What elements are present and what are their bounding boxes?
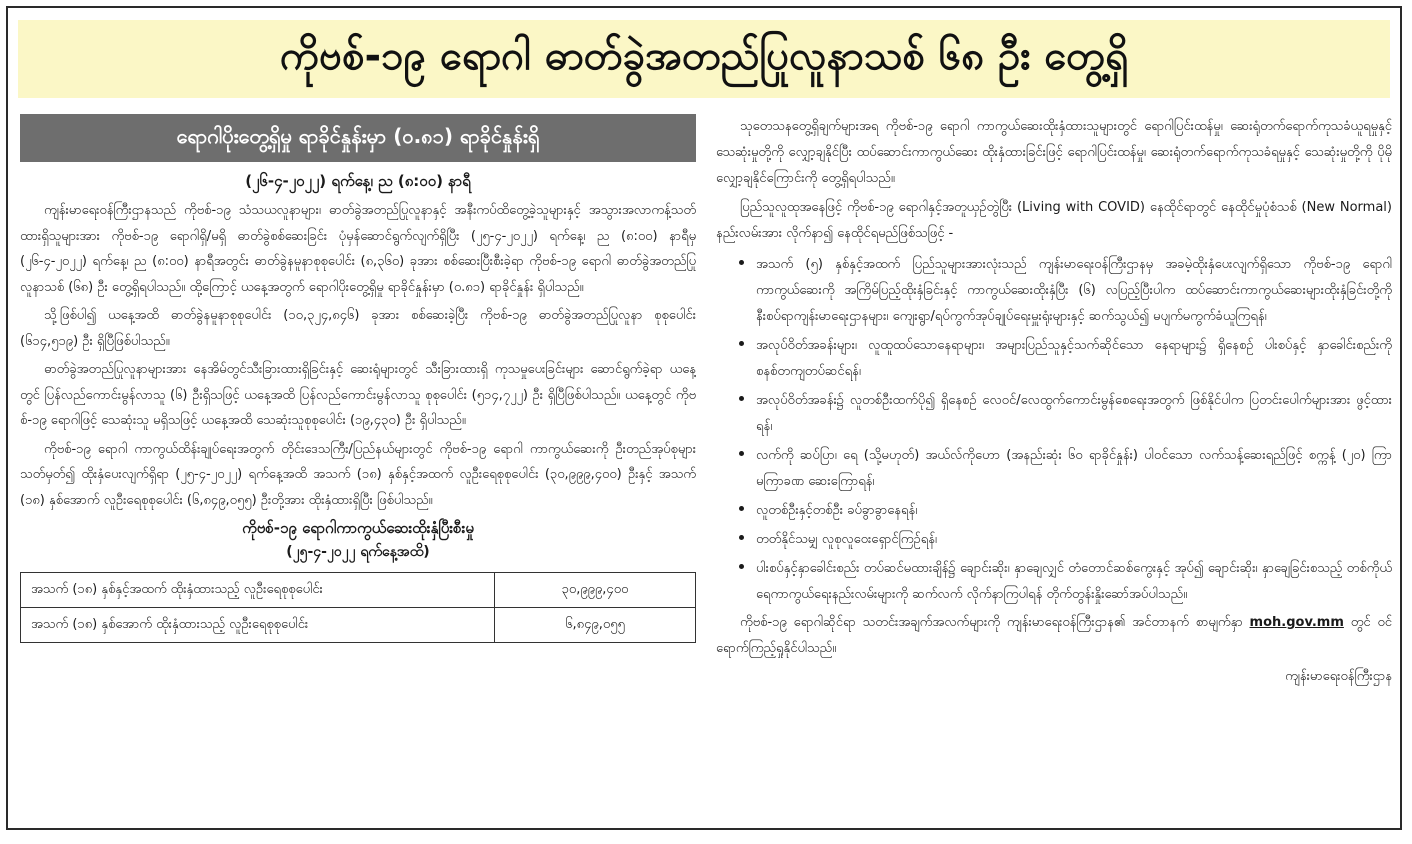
paragraph-closing [716,610,1392,662]
paragraph-testing: ကျန်းမာရေးဝန်ကြီးဌာနသည် ကိုဗစ်-၁၉ သံသယလူနာများ၊ ဓာတ်ခွဲအတည်ပြုလူနာနှင့် အနီးကပ်ထိတွေ့ခဲ့သူများနှင့် အသွားအလာကန့်သတ်ထားရှိသူများအား ကိုဗစ်-၁၉ ရောဂါရှိ/မရှိ ဓာတ်ခွဲစစ်ဆေးခြင်း ပုံမှန်ဆောင်ရွက်လျက်ရှိပြီး (၂၅-၄-၂၀၂၂) ရက်နေ့၊ ည (၈:၀၀) နာရီမှ (၂၆-၄-၂၀၂၂) ရက်နေ့၊ ည (၈:၀၀) နာရီအတွင်း ဓာတ်ခွဲနမူနာစုစုပေါင်း (၈,၃၆၀) ခုအား စစ်ဆေးပြီးစီးခဲ့ရာ ကိုဗစ်-၁၉ ရောဂါ ဓာတ်ခွဲအတည်ပြုလူနာသစ် (၆၈) ဦး တွေ့ရှိရပါသည်။ ထို့ကြောင့် ယနေ့အတွက် ရောဂါပိုးတွေ့ရှိမှု ရာခိုင်နှုန်းမှာ (၀.၈၁) ရာခိုင်နှုန်း ရှိပါသည်။ [20,203,696,295]
right-column [716,114,1392,814]
guidelines-list [716,250,1392,608]
vax-label-adults: အသက် (၁၈) နှစ်နှင့်အထက် ထိုးနှံထားသည့် လူဦးရေစုစုပေါင်း [21,573,495,608]
list-item: • လက်ကို ဆပ်ပြာ၊ ရေ (သို့မဟုတ်) အယ်လ်ကိုဟော (အနည်းဆုံး ၆၀ ရာခိုင်နှုန်း) ပါဝင်သော လက်သန့်ဆေးရည်ဖြင့် စက္ကန့် (၂၀) ကြာ မကြာခဏ ဆေးကြောရန်၊ [756,441,1392,495]
closing-text: ကိုဗစ်-၁၉ ရောဂါဆိုင်ရာ သတင်းအချက်အလက်များကို ကျန်းမာရေးဝန်ကြီးဌာန၏ အင်တာနက် စာမျက်နှာ [740,615,1250,630]
vaccination-title: ကိုဗစ်-၁၉ ရောဂါကာကွယ်ဆေးထိုးနှံပြီးစီးမှု [242,519,474,537]
vaccination-subtitle: (၂၅-၄-၂၀၂၂ ရက်နေ့အထိ) [286,544,430,560]
left-column [20,114,696,814]
vax-label-minors: အသက် (၁၈) နှစ်အောက် ထိုးနှံထားသည့် လူဦးရေစုစုပေါင်း [21,608,495,643]
signoff: ကျန်းမာရေးဝန်ကြီးဌာန [1285,669,1392,684]
dateline: (၂၆-၄-၂၀၂၂) ရက်နေ့၊ ည (၈:၀၀) နာရီ [245,172,471,190]
table-row [21,608,696,643]
paragraph-totals: သို့ဖြစ်ပါ၍ ယနေ့အထိ ဓာတ်ခွဲနမူနာစုစုပေါင်း (၁၀,၃၂၄,၈၄၆) ခုအား စစ်ဆေးခဲ့ပြီး ကိုဗစ်-၁၉ ဓာတ်ခွဲအတည်ပြုလူနာ စုစုပေါင်း (၆၁၄,၅၁၉) ဦး ရှိပြီဖြစ်ပါသည်။ [20,308,696,349]
paragraph-research: သုတေသနတွေ့ရှိချက်များအရ ကိုဗစ်-၁၉ ရောဂါ ကာကွယ်ဆေးထိုးနှံထားသူများတွင် ရောဂါပြင်းထန်မှု၊ ဆေးရုံတက်ရောက်ကုသခံယူရမှုနှင့် သေဆုံးမှုတို့ကို လျှော့ချနိုင်ပြီး ထပ်ဆောင်းကာကွယ်ဆေး ထိုးနှံထားခြင်းဖြင့် ရောဂါပြင်းထန်မှု၊ ဆေးရုံတက်ရောက်ကုသခံရမှုနှင့် သေဆုံးမှုတို့ကို ပိုမိုလျှော့ချနိုင်ကြောင်းကို တွေ့ရှိရပါသည်။ [716,119,1392,186]
table-row [21,573,696,608]
headline: ကိုဗစ်-၁၉ ရောဂါ ဓာတ်ခွဲအတည်ပြုလူနာသစ် ၆၈ ဦး တွေ့ရှိ [18,20,1390,98]
list-item: • အသက် (၅) နှစ်နှင့်အထက် ပြည်သူများအားလုံးသည် ကျန်းမာရေးဝန်ကြီးဌာနမှ အခမဲ့ထိုးနှံပေးလျက်ရှိသော ကိုဗစ်-၁၉ ရောဂါ ကာကွယ်ဆေးကို အကြိမ်ပြည့်ထိုးနှံခြင်းနှင့် ကာကွယ်ဆေးထိုးနှံပြီး (၆) လပြည့်ပြီးပါက ထပ်ဆောင်းကာကွယ်ဆေးများထိုးနှံခြင်းတို့ကို နီးစပ်ရာကျန်းမာရေးဌာနများ၊ ကျေးရွာ/ရပ်ကွက်အုပ်ချုပ်ရေးမှူးရုံးများနှင့် ဆက်သွယ်၍ မပျက်မကွက်ခံယူကြရန်၊ [756,250,1392,330]
vaccination-table [20,572,696,643]
vax-value-adults: ၃၀,၉၉၉,၄၀၀ [495,573,696,608]
list-item: • တတ်နိုင်သမျှ လူစုလူဝေးရှောင်ကြဉ်ရန်၊ [756,525,1392,553]
list-item: • လူတစ်ဦးနှင့်တစ်ဦး ခပ်ခွာခွာနေရန်၊ [756,496,1392,524]
paragraph-recovery: ဓာတ်ခွဲအတည်ပြုလူနာများအား နေအိမ်တွင်သီးခြားထားရှိခြင်းနှင့် ဆေးရုံများတွင် သီးခြားထားရှိ ကုသမှုပေးခြင်းများ ဆောင်ရွက်ခဲ့ရာ ယနေ့တွင် ပြန်လည်ကောင်းမွန်လာသူ (၆) ဦးရှိသဖြင့် ယနေ့အထိ ပြန်လည်ကောင်းမွန်လာသူ စုစုပေါင်း (၅၁၄,၇၂၂) ဦး ရှိပြီဖြစ်ပါသည်။ ယနေ့တွင် ကိုဗစ်-၁၉ ရောဂါဖြင့် သေဆုံးသူ မရှိသဖြင့် ယနေ့အထိ သေဆုံးသူစုစုပေါင်း (၁၉,၄၃၀) ဦး ရှိပါသည်။ [20,362,696,428]
closing-text-end: တွင် ဝင်ရောက်ကြည့်ရှုနိုင်ပါသည်။ [716,615,1392,656]
positivity-subhead: ရောဂါပိုးတွေ့ရှိမှု ရာခိုင်နှုန်းမှာ (၀.၈၁) ရာခိုင်နှုန်းရှိ [20,114,696,162]
paragraph-new-normal: ပြည်သူလူထုအနေဖြင့် ကိုဗစ်-၁၉ ရောဂါနှင့်အတူယှဉ်တွဲပြီး (Living with COVID) နေထိုင်ရာတွင် နေထိုင်မှုပုံစံသစ် (New Normal) နည်းလမ်းအား လိုက်နာ၍ နေထိုင်ရမည်ဖြစ်သဖြင့် - [716,200,1392,241]
list-item: • အလုပ်ဝိတ်အခန်းများ၊ လူထူထပ်သောနေရာများ၊ အများပြည်သူနှင့်သက်ဆိုင်သော နေရာများ၌ ရှိနေစဉ် ပါးစပ်နှင့် နှာခေါင်းစည်းကို စနစ်တကျတပ်ဆင်ရန်၊ [756,331,1392,385]
vax-value-minors: ၆,၈၄၉,၀၅၅ [495,608,696,643]
paragraph-vaccination: ကိုဗစ်-၁၉ ရောဂါ ကာကွယ်ထိန်းချုပ်ရေးအတွက် တိုင်းဒေသကြီး/ပြည်နယ်များတွင် ကိုဗစ်-၁၉ ရောဂါ ကာကွယ်ဆေးကို ဦးတည်အုပ်စုများသတ်မှတ်၍ ထိုးနှံပေးလျက်ရှိရာ (၂၅-၄-၂၀၂၂) ရက်နေ့အထိ အသက် (၁၈) နှစ်နှင့်အထက် လူဦးရေစုစုပေါင်း (၃၀,၉၉၉,၄၀၀) ဦးနှင့် အသက် (၁၈) နှစ်အောက် လူဦးရေစုစုပေါင်း (၆,၈၄၉,၀၅၅) ဦးတို့အား ထိုးနှံထားရှိပြီး ဖြစ်ပါသည်။ [20,441,696,508]
list-item: • အလုပ်ဝိတ်အခန်း၌ လူတစ်ဦးထက်ပို၍ ရှိနေစဉ် လေဝင်/လေထွက်ကောင်းမွန်စေရေးအတွက် ဖြစ်နိုင်ပါက ပြတင်းပေါက်များအား ဖွင့်ထားရန်၊ [756,386,1392,440]
moh-website-link[interactable]: moh.gov.mm [1249,615,1344,630]
list-item: • ပါးစပ်နှင့်နှာခေါင်းစည်း တပ်ဆင်မထားချိန်၌ ချောင်းဆိုး၊ နှာချေလျှင် တံတောင်ဆစ်ကွေးနှင့် အုပ်၍ ချောင်းဆိုး၊ နှာချေခြင်းစသည့် တစ်ကိုယ်ရေကာကွယ်ရေးနည်းလမ်းများကို ဆက်လက် လိုက်နာကြပါရန် တိုက်တွန်းနှိုးဆော်အပ်ပါသည်။ [756,554,1392,608]
